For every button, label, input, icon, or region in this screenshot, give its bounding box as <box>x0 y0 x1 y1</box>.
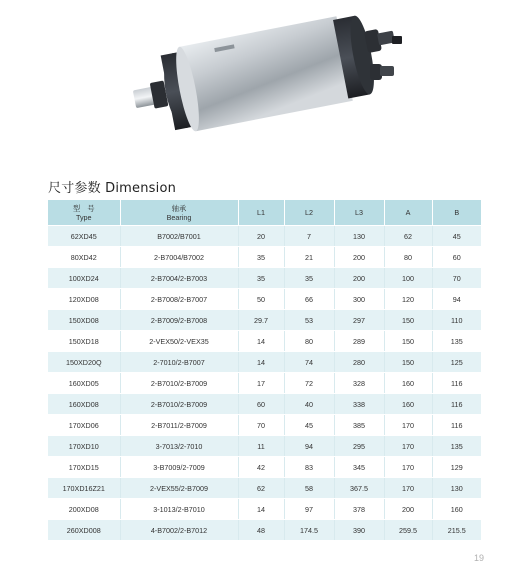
table-cell: 2-7010/2-B7007 <box>120 352 238 373</box>
table-cell: 170XD06 <box>48 415 120 436</box>
table-cell: 62XD45 <box>48 226 120 247</box>
table-header-cell <box>334 200 384 226</box>
table-cell: 62 <box>384 226 432 247</box>
table-cell: 150XD20Q <box>48 352 120 373</box>
table-cell: 66 <box>284 289 334 310</box>
table-cell: 50 <box>238 289 284 310</box>
table-cell: 150 <box>384 352 432 373</box>
table-cell: 289 <box>334 331 384 352</box>
table-row <box>48 373 481 394</box>
table-cell: 367.5 <box>334 478 384 499</box>
table-cell: 160XD08 <box>48 394 120 415</box>
table-cell: 116 <box>432 415 481 436</box>
table-cell: 3-B7009/2-7009 <box>120 457 238 478</box>
table-cell: 2-B7010/2-B7009 <box>120 373 238 394</box>
table-cell: 70 <box>432 268 481 289</box>
table-cell: 100 <box>384 268 432 289</box>
table-row <box>48 394 481 415</box>
table-row <box>48 415 481 436</box>
table-cell: 345 <box>334 457 384 478</box>
table-row <box>48 331 481 352</box>
table-header-cell <box>284 200 334 226</box>
table-cell: 170XD15 <box>48 457 120 478</box>
table-cell: 11 <box>238 436 284 457</box>
table-cell: 150 <box>384 331 432 352</box>
table-cell: 35 <box>284 268 334 289</box>
table-cell: 45 <box>432 226 481 247</box>
table-cell: 2-B7011/2-B7009 <box>120 415 238 436</box>
table-cell: 94 <box>432 289 481 310</box>
header-label: 型 号 <box>72 203 95 213</box>
table-cell: 3-1013/2-B7010 <box>120 499 238 520</box>
table-cell: 174.5 <box>284 520 334 541</box>
table-cell: 200XD08 <box>48 499 120 520</box>
table-cell: 160 <box>384 373 432 394</box>
table-cell: 130 <box>432 478 481 499</box>
table-cell: 150XD08 <box>48 310 120 331</box>
header-label: 轴承 <box>171 203 187 213</box>
table-cell: 60 <box>238 394 284 415</box>
header-label: A <box>405 208 411 217</box>
table-cell: 378 <box>334 499 384 520</box>
header-label: B <box>454 208 460 217</box>
table-cell: 2-B7008/2-B7007 <box>120 289 238 310</box>
table-cell: 259.5 <box>384 520 432 541</box>
table-cell: 116 <box>432 373 481 394</box>
table-cell: 48 <box>238 520 284 541</box>
table-cell: 300 <box>334 289 384 310</box>
table-body <box>48 226 481 541</box>
table-cell: 7 <box>284 226 334 247</box>
table-cell: 160 <box>432 499 481 520</box>
table-cell: 297 <box>334 310 384 331</box>
table-cell: 129 <box>432 457 481 478</box>
table-cell: 45 <box>284 415 334 436</box>
spindle-motor-photo <box>120 8 420 138</box>
table-cell: 14 <box>238 499 284 520</box>
page-number: 19 <box>474 553 485 563</box>
table-cell: 42 <box>238 457 284 478</box>
table-cell: 135 <box>432 331 481 352</box>
table-cell: 338 <box>334 394 384 415</box>
dimension-table <box>48 200 481 541</box>
table-header-cell <box>384 200 432 226</box>
table-cell: 97 <box>284 499 334 520</box>
table-cell: 29.7 <box>238 310 284 331</box>
table-cell: 40 <box>284 394 334 415</box>
table-cell: 14 <box>238 352 284 373</box>
table-row <box>48 226 481 247</box>
table-cell: 80 <box>384 247 432 268</box>
table-header-cell <box>432 200 481 226</box>
table-cell: 17 <box>238 373 284 394</box>
table-cell: 4-B7002/2-B7012 <box>120 520 238 541</box>
table-cell: 130 <box>334 226 384 247</box>
table-cell: 80 <box>284 331 334 352</box>
table-cell: 200 <box>334 268 384 289</box>
table-cell: 21 <box>284 247 334 268</box>
table-row <box>48 268 481 289</box>
table-cell: 215.5 <box>432 520 481 541</box>
table-cell: B7002/B7001 <box>120 226 238 247</box>
table-cell: 135 <box>432 436 481 457</box>
table-cell: 120 <box>384 289 432 310</box>
table-header-row <box>48 200 481 226</box>
table-cell: 58 <box>284 478 334 499</box>
table-cell: 72 <box>284 373 334 394</box>
table-row <box>48 436 481 457</box>
table-cell: 3-7013/2-7010 <box>120 436 238 457</box>
table-cell: 100XD24 <box>48 268 120 289</box>
table-cell: 120XD08 <box>48 289 120 310</box>
table-cell: 53 <box>284 310 334 331</box>
table-row <box>48 352 481 373</box>
header-label: L2 <box>305 208 313 217</box>
table-cell: 150 <box>384 310 432 331</box>
header-label: L3 <box>355 208 363 217</box>
table-cell: 2-VEX50/2-VEX35 <box>120 331 238 352</box>
header-sublabel: Bearing <box>166 212 192 222</box>
table-cell: 160 <box>384 394 432 415</box>
table-cell: 110 <box>432 310 481 331</box>
table-cell: 2-B7004/2-B7003 <box>120 268 238 289</box>
table-cell: 62 <box>238 478 284 499</box>
table-cell: 2-VEX55/2-B7009 <box>120 478 238 499</box>
table-cell: 116 <box>432 394 481 415</box>
table-cell: 35 <box>238 268 284 289</box>
table-header-cell <box>120 200 238 226</box>
table-cell: 35 <box>238 247 284 268</box>
table-cell: 2-B7004/B7002 <box>120 247 238 268</box>
table-cell: 160XD05 <box>48 373 120 394</box>
table-cell: 385 <box>334 415 384 436</box>
table-row <box>48 247 481 268</box>
table-cell: 200 <box>384 499 432 520</box>
table-cell: 280 <box>334 352 384 373</box>
table-cell: 14 <box>238 331 284 352</box>
table-cell: 125 <box>432 352 481 373</box>
table-row <box>48 478 481 499</box>
table-header-cell <box>238 200 284 226</box>
table-cell: 170XD10 <box>48 436 120 457</box>
table-row <box>48 310 481 331</box>
table-cell: 83 <box>284 457 334 478</box>
table-cell: 328 <box>334 373 384 394</box>
table-row <box>48 457 481 478</box>
table-cell: 20 <box>238 226 284 247</box>
table-cell: 170 <box>384 415 432 436</box>
table-row <box>48 520 481 541</box>
table-cell: 70 <box>238 415 284 436</box>
header-label: L1 <box>257 208 265 217</box>
table-cell: 150XD18 <box>48 331 120 352</box>
table-cell: 170XD16Z21 <box>48 478 120 499</box>
table-cell: 170 <box>384 457 432 478</box>
table-cell: 74 <box>284 352 334 373</box>
table-header-cell <box>48 200 120 226</box>
table-cell: 390 <box>334 520 384 541</box>
table-cell: 60 <box>432 247 481 268</box>
table-row <box>48 499 481 520</box>
table-cell: 2-B7009/2-B7008 <box>120 310 238 331</box>
table-cell: 200 <box>334 247 384 268</box>
table-row <box>48 289 481 310</box>
table-cell: 80XD42 <box>48 247 120 268</box>
table-cell: 170 <box>384 436 432 457</box>
table-cell: 2-B7010/2-B7009 <box>120 394 238 415</box>
table-cell: 295 <box>334 436 384 457</box>
table-cell: 170 <box>384 478 432 499</box>
section-title: 尺寸参数 Dimension <box>48 181 177 196</box>
table-cell: 260XD008 <box>48 520 120 541</box>
table-cell: 94 <box>284 436 334 457</box>
header-sublabel: Type <box>75 212 92 222</box>
